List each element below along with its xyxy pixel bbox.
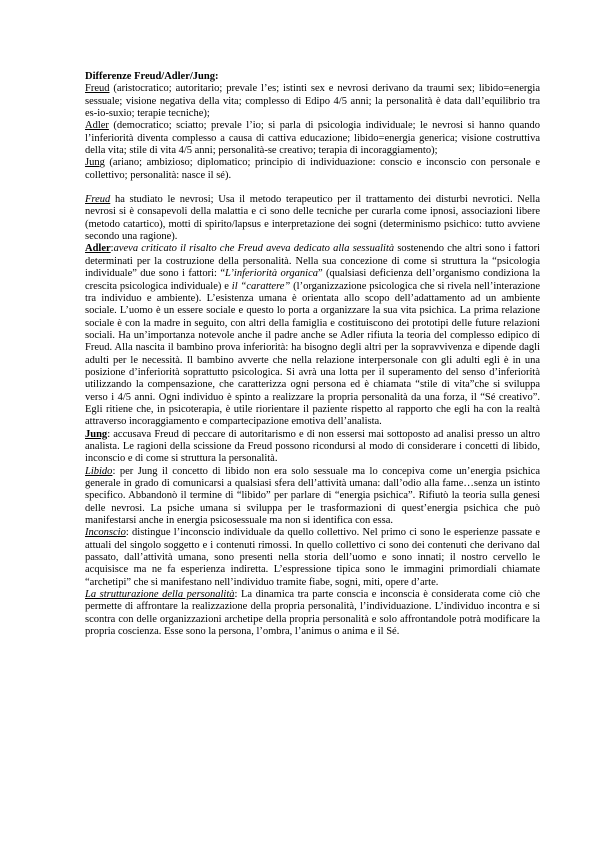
personalita-section-text: : La dinamica tra parte conscia e inconscia è considerata come ciò che permette di affrontare la realizzazione della propria personalità, l’individuazione. L’individuo incontra e si scontra con delle organizzazioni archetipe della propria personalità e solo affrontandole potrà modificare la propria coscienza. Esse sono la persona, l’ombra, l’animus o anima e il Sé. [85, 589, 541, 638]
adler-section-text-3: (l’organizzazione psicologica che si rivela nell’interazione tra individuo e ambiente). L’esistenza umana è orientata allo scopo dell’adattamento ad un ambiente sociale. L’uomo è un essere sociale e questo lo porta a organizzare la sua vita psichica. La prima relazione sociale è con la madre in seguito, con altri della famiglia e costituiscono dei prototipi delle future relazioni sociali. Ha un’importanza notevole anche il padre anche se Adler rifiuta la teoria del complesso edipico di Freud. Alla nascita il bambino prova inferiorità: ha bisogno degli altri per la sopravvivenza e dipende dagli adulti per le necessità. Il bambino avverte che nella relazione interpersonale con gli adulti egli è in una posizione d’inferiorità soprattutto psicologica. Si avrà una lotta per il superamento del senso d’inferiorità utilizzando la compensazione, che caratterizza ogni persona ed è chiamata “stile di vita”che si sviluppa verso i 4/5 anni. Ogni individuo è spinto a realizzare la propria personalità da una forza, il “Sé creativo”. Egli ritiene che, in psicoterapia, è utile riorientare il paziente rispetto al rapporto che egli ha con la realtà attraverso incoraggiamento e compartecipazione emotiva dell’analista. [85, 280, 540, 428]
libido-section-text: : per Jung il concetto di libido non era solo sessuale ma lo concepiva come un’energia psichica generale in grado di comunicarsi a qualsiasi sfera dell’attività umana: dall’odio alla fame…senza un istinto specifico. Abbandonò il termine di “libido” per parlare di “energia psichica”. Rifiutò la teoria sulla genesi delle nevrosi. La psiche umana si sviluppa per le trasformazioni di quest’energia psichica che può manifestarsi anche in energia psicosessuale ma non si identifica con essa. [85, 465, 540, 527]
adler-section-text-1: sostenendo che altri sono i fattori determinati per la costruzione della personalità. Nella sua concezione di come si struttura la “psicologia individuale” due sono i fattori: “ [85, 243, 540, 280]
summary-freud-text: (aristocratico; autoritario; prevale l’es; istinti sex e nevrosi derivano da traumi sex; libido=energia sessuale; visione negativa della vita; complesso di Edipo 4/5 anni; la personalità è data dall’equilibrio tra es-io-suxio; terapie tecniche); [85, 83, 540, 120]
inconscio-section-name: Inconscio [85, 527, 126, 539]
summary-jung [85, 157, 540, 182]
jung-section-text: : accusava Freud di peccare di autoritarismo e di non essersi mai sottoposto ad analisi presso un altro analista. Le ragioni della scissione da Freud possono ricondursi al modo di considerare i concetti di libido, inconscio e di come si struttura la personalità. [85, 428, 540, 465]
summary-jung-text: (ariano; ambizioso; diplomatico; principio di individuazione: conscio e inconscio con personale e collettivo; personalità: nasce il sé). [85, 157, 540, 181]
inconscio-section-text: : distingue l’inconscio individuale da quello collettivo. Nel primo ci sono le esperienze passate e attuali del singolo soggetto e i contenuti rimossi. In quello collettivo ci sono dei contenuti che derivano dal passato, dall’attività umana, sono presenti nella storia dell’uomo e sono innati; il nostro cervello le acquisisce ma ne fa esperienza indiretta. L’espressione tipica sono le immagini primordiali chiamate “archetipi” che si manifestano nell’individuo tramite fiabe, sogni, miti, opere d’arte. [85, 527, 540, 588]
libido-section-name: Libido [85, 465, 113, 477]
freud-section [85, 194, 540, 243]
freud-section-name: Freud [85, 194, 111, 206]
personalita-section [85, 589, 540, 638]
inconscio-section [85, 527, 540, 589]
adler-term-carattere: il “carattere” [231, 280, 291, 292]
libido-section [85, 466, 540, 528]
jung-section [85, 429, 540, 466]
adler-section-colon: : [110, 243, 114, 255]
document-page [85, 71, 540, 638]
adler-section-name: Adler [85, 243, 111, 255]
paragraph-gap [85, 182, 540, 194]
adler-section-text-2: ” (qualsiasi deficienza dell’organismo condiziona la crescita psicologica individuale) e [85, 268, 541, 292]
freud-section-text: ha studiato le nevrosi; Usa il metodo terapeutico per il trattamento dei disturbi nevrotici. Nella nevrosi si è consapevoli della malattia e ci sono delle tecniche per curarla come ipnosi, associazioni libere (metodo catartico), motti di spirito/lapsus e interpretazione dei sogni (determinismo psichico: tutto avviene secondo una ragione). [85, 194, 540, 243]
summary-adler [85, 120, 540, 157]
jung-section-name: Jung [85, 428, 108, 440]
summary-adler-name: Adler [85, 120, 109, 132]
personalita-section-name: La strutturazione della personalità [85, 589, 235, 601]
document-title: Differenze Freud/Adler/Jung: [85, 71, 219, 82]
adler-section [85, 243, 540, 428]
summary-adler-text: (democratico; sciatto; prevale l’io; si parla di psicologia individuale; le nevrosi si hanno quando l’inferiorità diventa complesso a causa di cattiva educazione; libido=energia generica; visione costruttiva della vita; stile di vita 4/5 anni; personalità-se creativo; terapia di incoraggiamento); [85, 120, 540, 157]
summary-jung-name: Jung [85, 157, 105, 169]
summary-freud-name: Freud [85, 83, 110, 95]
adler-term-inferiorita: L’inferiorità organica [224, 268, 319, 280]
summary-freud [85, 83, 540, 120]
adler-section-intro: aveva criticato il risalto che Freud aveva dedicato alla sessualità [113, 243, 395, 255]
